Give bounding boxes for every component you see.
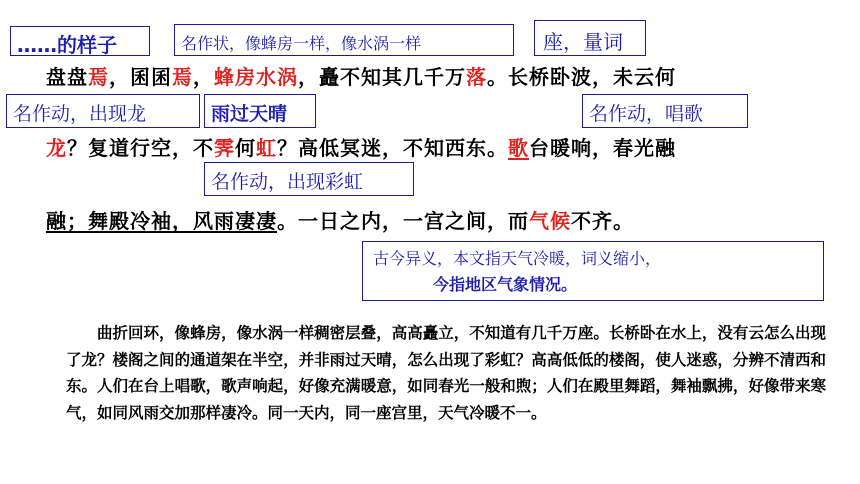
note-ancient-modern-line2: 今指地区气象情况。 (433, 275, 578, 294)
seg: ，囷囷 (109, 65, 172, 89)
note-measure (534, 20, 646, 56)
note-shape-noun (174, 24, 514, 56)
note-rain-clear (204, 94, 316, 128)
seg-red: 焉 (88, 65, 109, 89)
seg: 台暖响，春光融 (529, 136, 676, 160)
note-rain-clear-text: 雨过天晴 (211, 103, 288, 125)
seg-red: 虹 (256, 136, 277, 160)
note-dots-text: ……的样子 (17, 33, 117, 57)
seg-red: 蜂房水涡 (214, 65, 298, 89)
text-line-2 (46, 132, 676, 161)
note-ancient-modern-line1: 古今异义，本文指天气冷暖，词义缩小， (373, 249, 662, 268)
translation-paragraph: 曲折回环，像蜂房，像水涡一样稠密层叠，高高矗立，不知道有几千万座。长桥卧在水上，没有云怎么出现了龙？楼阁之间的通道架在半空，并非雨过天晴，怎么出现了彩虹？高高低低的楼阁，使人迷惑，分辨不清西和东。人们在台上唱歌，歌声响起，好像充满暖意，如同春光一般和煦；人们在殿里舞蹈，舞袖飘拂，好像带来寒气，如同风雨交加那样凄冷。同一天内，同一座宫里，天气冷暖不一。 (66, 323, 826, 422)
note-long-verb (6, 94, 200, 128)
seg-red: 落 (466, 65, 487, 89)
note-sing-text: 名作动，唱歌 (589, 103, 704, 125)
note-shape-noun-text: 名作状，像蜂房一样，像水涡一样 (181, 34, 422, 53)
seg-red: 霁 (214, 136, 235, 160)
seg-underlined: 融；舞殿冷袖，风雨凄凄 (46, 209, 277, 233)
seg: 盘盘 (46, 65, 88, 89)
text-line-1 (46, 61, 676, 90)
seg-red: 气候 (529, 209, 571, 233)
seg-red: 龙 (46, 136, 67, 160)
seg: ？复道行空，不 (67, 136, 214, 160)
seg: ，矗不知其几千万 (298, 65, 466, 89)
seg: 不齐。 (571, 209, 634, 233)
seg: 何 (235, 136, 256, 160)
seg: ， (193, 65, 214, 89)
note-dots (10, 26, 150, 56)
note-measure-text: 座，量词 (543, 30, 623, 54)
note-rainbow (204, 162, 414, 196)
note-rainbow-text: 名作动，出现彩虹 (211, 171, 364, 193)
note-long-verb-text: 名作动，出现龙 (13, 103, 147, 125)
seg-red-underlined: 歌 (508, 136, 529, 160)
note-sing (582, 94, 748, 128)
seg: ？高低冥迷，不知西东。 (277, 136, 508, 160)
seg: 。一日之内，一宫之间，而 (277, 209, 529, 233)
seg: 。长桥卧波，未云何 (487, 65, 676, 89)
seg-red: 焉 (172, 65, 193, 89)
text-line-3 (46, 205, 634, 234)
note-ancient-modern (362, 241, 824, 301)
